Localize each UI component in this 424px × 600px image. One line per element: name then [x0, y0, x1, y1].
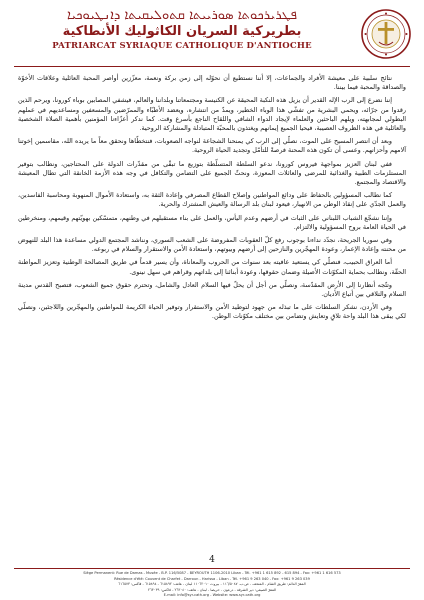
- letterhead-text: [12, 8, 352, 52]
- paragraph: وبعد أن انتصر المسيح على الموت، نصلّي إلى الرب كي يمنحنا الشجاعة لنواجه الصعوبات، فنتخطّاها ونحقق معاً ما يريده الله، مقاسمين إخوتنا آلامهم وأحزانهم. وعسى أن تكون هذه المحنة فرصةً للتأمّل وتجديد الحياة الروحية.: [18, 137, 406, 155]
- header-divider: [14, 66, 410, 67]
- syriac-title: ܦܛܪܝܪܟܘܬܐ ܣܘܪܝܝܬܐ ܩܬܘܠܝܩܝܬܐ ܕܐܢܛܝܘܟܝܐ: [67, 8, 297, 23]
- paragraph: وفي الأردن، نشكر السلطات على ما تبذله من جهود لتوطيد الأمن والاستقرار وتوفير الحياة الكريمة للمواطنين والمهجّرين واللاجئين، ونصلّي لكي يبقى هذا البلد واحة تلاقٍ وتعايش وتضامن بين مختلف مكوّنات الوطن.: [18, 303, 406, 321]
- letter-body: [18, 74, 406, 326]
- footer-contact: E-mail: info@syr-cath.org - Website: www.syr-cath.org: [163, 593, 261, 598]
- patriarchate-seal-logo: [360, 8, 412, 60]
- paragraph: ففي لبنان العزيز بمواجهة فيروس كورونا، ندعو السلطة المتسلّطة بتوزيع ما تبقّى من مقدّرات الدولة على المحتاجين، ونطالب بتوفير المستلزمات الطبية والغذائية للمرضى والعائلات المعوزة، ونحثّ الجميع على التضامن والتكافل في وجه هذه الأزمة الخانقة التي تطال المعيشة والاقتصاد والمجتمع.: [18, 159, 406, 187]
- footer-summer-arabic: المقرّ الصيفي: دير الشرفة - درعون - حريصا - لبنان - هاتف: ٢٦٣٠٤٠ - فاكس: ٢٦٣٠٣٩: [147, 587, 277, 592]
- latin-title: PATRIARCAT SYRIAQUE CATHOLIQUE D'ANTIOCHE: [52, 41, 312, 51]
- footer-summer-latin: Résidence d'été: Couvent de Charfet - Darroun - Harissa - Liban - Tél. +961 9 263 040 - Fax: +961 9 263 039: [114, 576, 310, 581]
- footer: [10, 571, 414, 599]
- paragraph: وفي سوريا الجريحة، نجدّد نداءنا بوجوب رفع كلّ العقوبات المفروضة على الشعب السوري، ونناشد المجتمع الدولي مساعدة هذا البلد للنهوض من محنته وإعادة الإعمار، وعودة المهجّرين والنازحين إلى أرضهم وبيوتهم، واستعادة الأمن والاستقرار والسلام في ربوعه.: [18, 236, 406, 254]
- paragraph: أما العراق الحبيب، فنصلّي كي يستعيد عافيته بعد سنوات من الحروب والمعاناة، وأن يسير قدماً في طريق المصالحة الوطنية وتعزيز المواطنة الحقّة، ونطالب بحماية المكوّنات الأصيلة وضمان حقوقها، وعودة أبنائنا إلى بلداتهم وقراهم في سهل نينوى.: [18, 258, 406, 276]
- paragraph: كما نطالب المسؤولين بالحفاظ على ودائع المواطنين وإصلاح القطاع المصرفي وإعادة الثقة به، واستعادة الأموال المنهوبة ومحاسبة الفاسدين، والعمل الجدّي على إنقاذ الوطن من الانهيار، فيعود لبنان بلد الرسالة والعيش المشترك والحرية.: [18, 191, 406, 209]
- paragraph: إننا نضرع إلى الرب الإله القدير أن يزيل هذه النكبة المحيقة عن الكنيسة ومجتمعاتنا وبلداننا والعالم، فيشفي المصابين بوباء كورونا، ويرحم الذين رقدوا من جرّائه، ويحمي البشرية من تفشّي هذا الوباء الخطير، ويمدّ من انتشاره، ويعضد الأطبّاء والممرّضين والمسعفين ومساعديهم في عملهم البطولي لمجابهته، ويلهم الباحثين والعلماء لإيجاد الدواء الشافي واللقاح الناجع بأسرع وقت. كما ندكر أعزّاءنا المؤمنين بأهمية الصلاة الشخصية والعائلية في هذه الظروف العصيبة، فيحيا الجميع إيمانهم ويغتذون بالمحبّة المتبادلة والمشاركة الروحية.: [18, 96, 406, 133]
- arabic-title: بطريركية السريان الكاثوليك الأنطاكية: [62, 24, 302, 39]
- footer-address-latin: Siège Permanent: Rue de Damas - Musée - B.P. 116/5087 - BEYROUTH 1106-2010 Liban - Tél. +961 1 615 892 - 615 894 - Fax: +961 1 616 573: [83, 571, 341, 575]
- paragraph: وإننا نشجّع الشباب اللبناني على الثبات في أرضهم وعدم اليأس، والعمل على بناء مستقبلهم في وطنهم، متمسّكين بهويّتهم وقيمهم، ومنخرطين في الحياة العامة بروح المسؤولية والالتزام.: [18, 213, 406, 231]
- footer-address-arabic: المقرّ الدائم: طريق الشام - المتحف - ص.ب. ١١٦/٥٠٨٧ - بيروت ١١٠٦٢٠١٠ لبنان - هاتف: ٦١٥٨٩٢ - ٦١٥٨٩٤ - فاكس: ٦١٦٥٧٣: [118, 582, 306, 587]
- paragraph: وتتّجه أنظارنا إلى الأرض المقدّسة، ونصلّي من أجل أن يحلّ فيها السلام العادل والشامل، وتحترم حقوق جميع الشعوب، فتصبح القدس مدينة السلام والتلاقي بين أتباع الأديان.: [18, 280, 406, 299]
- footer-divider: [14, 568, 410, 569]
- letterhead: [12, 8, 412, 64]
- paragraph: نتائج سلبية على معيشة الأفراد والجماعات، إلا أننا نستطيع أن نحوّله إلى زمن بركة ونعمة، معزّزين أواصر المحبة العائلية وعلاقات الأخوّة والصداقة والمحبة فيما بيننا.: [18, 74, 406, 92]
- page-number: 4: [209, 555, 215, 565]
